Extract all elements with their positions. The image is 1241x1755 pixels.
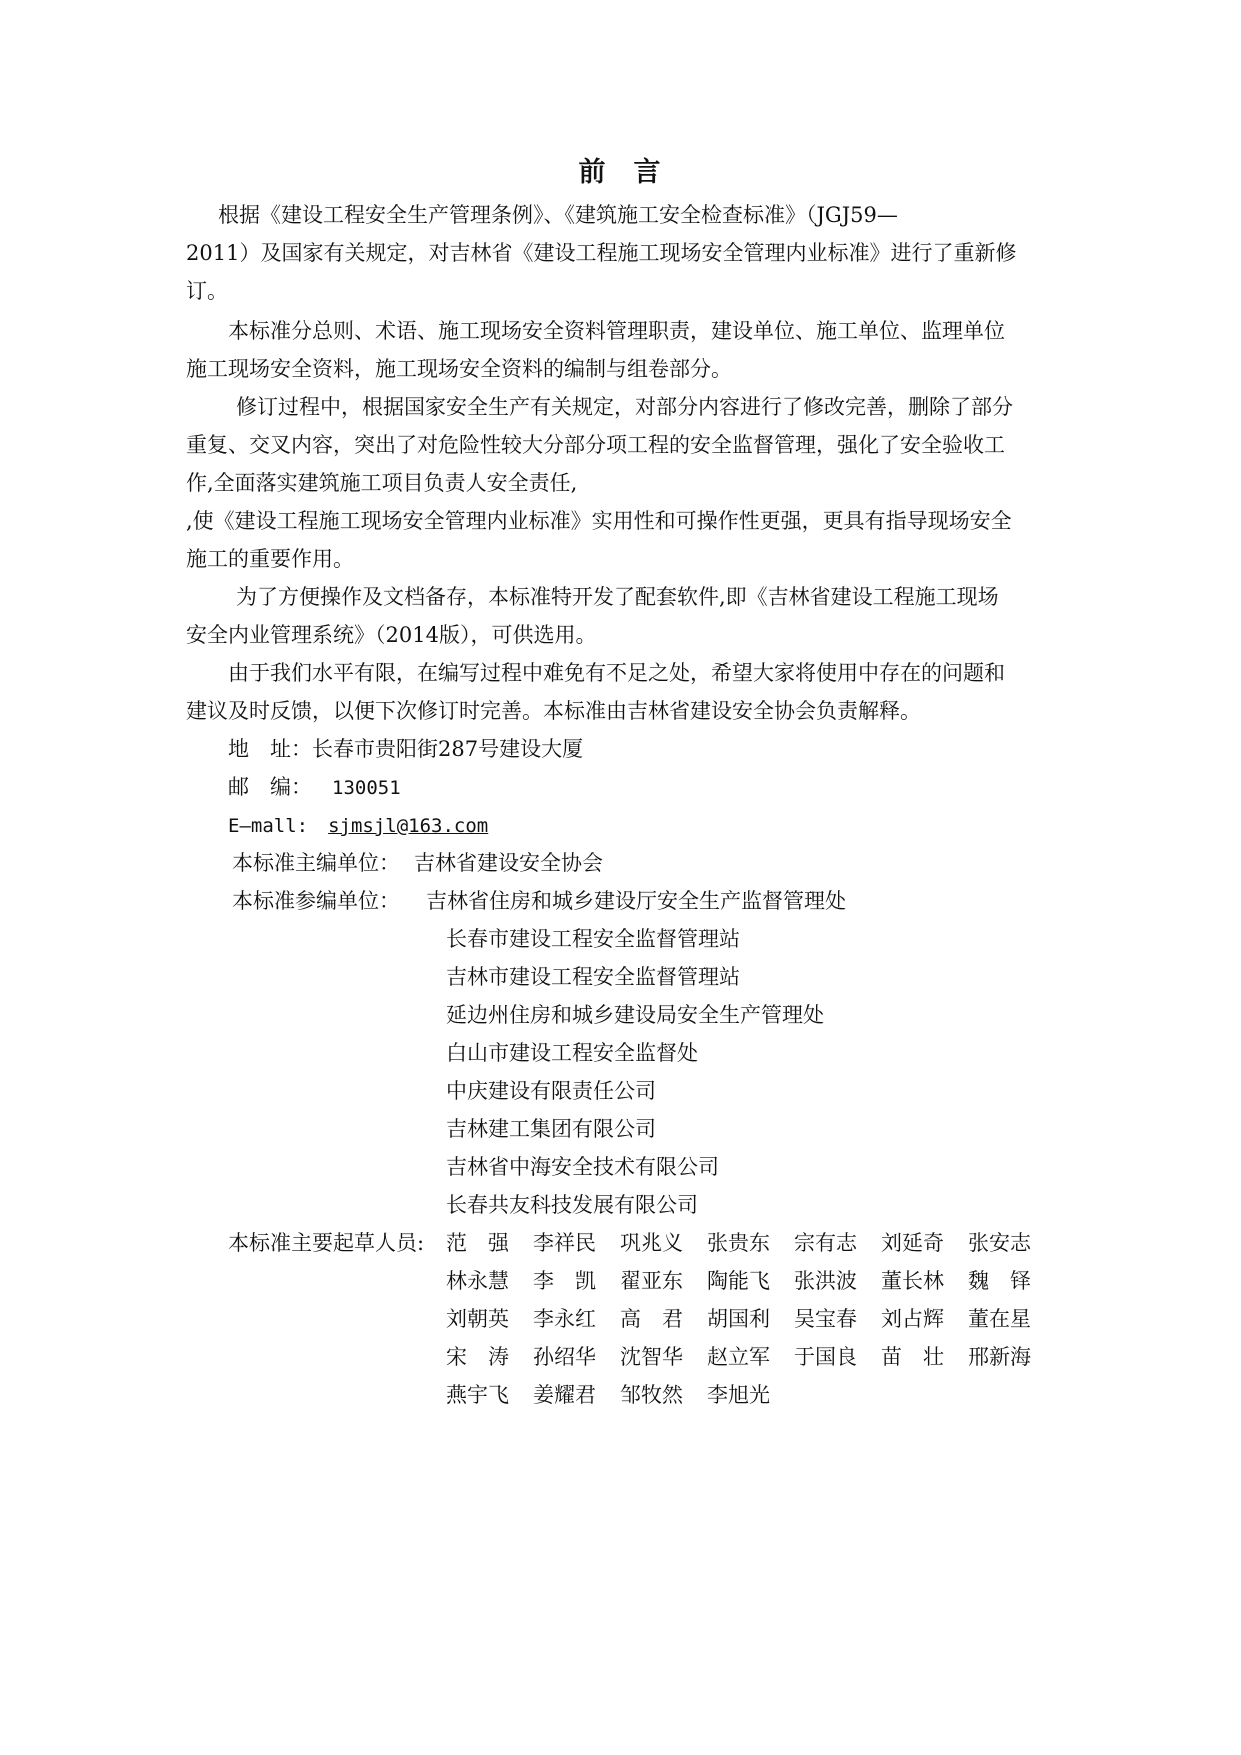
drafter-name: 张安志 — [968, 1231, 1031, 1255]
paragraph-1-line-1: 根据《建设工程安全生产管理条例》、《建筑施工安全检查标准》（JGJ59— — [218, 203, 898, 227]
paragraph-1-line-3: 订。 — [186, 279, 228, 303]
drafter-name: 宋 涛 — [446, 1345, 509, 1369]
paragraph-5-line-2: 建议及时反馈，以便下次修订时完善。本标准由吉林省建设安全协会负责解释。 — [186, 699, 921, 723]
paragraph-4-line-2: 安全内业管理系统》（2014版），可供选用。 — [186, 623, 597, 647]
co-editor-unit: 白山市建设工程安全监督处 — [446, 1041, 698, 1065]
co-editor-unit: 吉林市建设工程安全监督管理站 — [446, 965, 740, 989]
drafters-label: 本标准主要起草人员: — [228, 1231, 425, 1255]
drafter-name: 燕宇飞 — [446, 1383, 509, 1407]
drafter-name: 张贵东 — [707, 1231, 770, 1255]
drafter-name: 魏 铎 — [968, 1269, 1031, 1293]
drafter-name: 姜耀君 — [533, 1383, 596, 1407]
paragraph-3-line-5: 施工的重要作用。 — [186, 547, 354, 571]
paragraph-2-line-2: 施工现场安全资料，施工现场安全资料的编制与组卷部分。 — [186, 357, 732, 381]
co-editor-unit: 长春共友科技发展有限公司 — [446, 1193, 698, 1217]
drafter-name: 沈智华 — [620, 1345, 683, 1369]
title-char-1: 前 — [578, 157, 608, 188]
drafter-name: 邢新海 — [968, 1345, 1031, 1369]
email-label: E—mall: — [228, 815, 309, 837]
chief-editor-label: 本标准主编单位： — [232, 851, 400, 875]
drafter-name: 李 凯 — [533, 1269, 596, 1293]
drafter-name: 董长林 — [881, 1269, 944, 1293]
title-char-2: 言 — [633, 157, 663, 188]
drafter-name: 巩兆义 — [620, 1231, 683, 1255]
paragraph-2-line-1: 本标准分总则、术语、施工现场安全资料管理职责，建设单位、施工单位、监理单位 — [228, 319, 1005, 343]
paragraph-3-line-4: ,使《建设工程施工现场安全管理内业标准》实用性和可操作性更强，更具有指导现场安全 — [186, 509, 1012, 533]
drafter-name: 邹牧然 — [620, 1383, 683, 1407]
address-value: 长春市贵阳街287号建设大厦 — [312, 737, 584, 761]
drafter-name: 李祥民 — [533, 1231, 596, 1255]
drafter-name: 孙绍华 — [533, 1345, 596, 1369]
drafter-name: 宗有志 — [794, 1231, 857, 1255]
address-label: 地 址： — [228, 737, 312, 761]
drafter-name: 刘占辉 — [881, 1307, 944, 1331]
drafter-name: 李永红 — [533, 1307, 596, 1331]
chief-editor-line — [232, 848, 603, 878]
co-editor-unit: 吉林省住房和城乡建设厅安全生产监督管理处 — [426, 889, 846, 913]
paragraph-3-line-2: 重复、交叉内容，突出了对危险性较大分部分项工程的安全监督管理，强化了安全验收工 — [186, 433, 1005, 457]
drafter-name: 刘朝英 — [446, 1307, 509, 1331]
drafter-name: 于国良 — [794, 1345, 857, 1369]
page-title — [0, 150, 1241, 189]
drafter-name: 刘延奇 — [881, 1231, 944, 1255]
drafter-name: 董在星 — [968, 1307, 1031, 1331]
drafter-name: 高 君 — [620, 1307, 683, 1331]
co-editor-unit: 延边州住房和城乡建设局安全生产管理处 — [446, 1003, 824, 1027]
co-editor-unit: 吉林建工集团有限公司 — [446, 1117, 656, 1141]
co-editor-unit: 吉林省中海安全技术有限公司 — [446, 1155, 719, 1179]
postcode-line — [228, 772, 401, 802]
drafter-name: 翟亚东 — [620, 1269, 683, 1293]
drafter-name: 范 强 — [446, 1231, 509, 1255]
paragraph-3-line-3: 作,全面落实建筑施工项目负责人安全责任, — [186, 471, 578, 495]
paragraph-5-line-1: 由于我们水平有限，在编写过程中难免有不足之处，希望大家将使用中存在的问题和 — [228, 661, 1005, 685]
paragraph-3-line-1: 修订过程中，根据国家安全生产有关规定，对部分内容进行了修改完善，删除了部分 — [236, 395, 1013, 419]
email-line — [228, 810, 488, 840]
drafter-name: 张洪波 — [794, 1269, 857, 1293]
co-editor-unit: 中庆建设有限责任公司 — [446, 1079, 656, 1103]
drafter-name: 赵立军 — [707, 1345, 770, 1369]
drafter-name: 胡国利 — [707, 1307, 770, 1331]
drafter-name: 李旭光 — [707, 1383, 770, 1407]
paragraph-4-line-1: 为了方便操作及文档备存，本标准特开发了配套软件,即《吉林省建设工程施工现场 — [236, 585, 999, 609]
drafter-name: 苗 壮 — [881, 1345, 944, 1369]
chief-editor-value: 吉林省建设安全协会 — [414, 851, 603, 875]
email-link[interactable]: sjmsjl@163.com — [328, 815, 489, 837]
co-editor-label: 本标准参编单位： — [232, 889, 400, 913]
co-editor-unit: 长春市建设工程安全监督管理站 — [446, 927, 740, 951]
address-line — [228, 734, 583, 764]
drafter-name: 林永慧 — [446, 1269, 509, 1293]
drafter-name: 陶能飞 — [707, 1269, 770, 1293]
postcode-label: 邮 编： — [228, 775, 312, 799]
postcode-value: 130051 — [332, 777, 401, 799]
paragraph-1-line-2: 2011）及国家有关规定，对吉林省《建设工程施工现场安全管理内业标准》进行了重新修 — [186, 241, 1017, 265]
drafter-name: 吴宝春 — [794, 1307, 857, 1331]
